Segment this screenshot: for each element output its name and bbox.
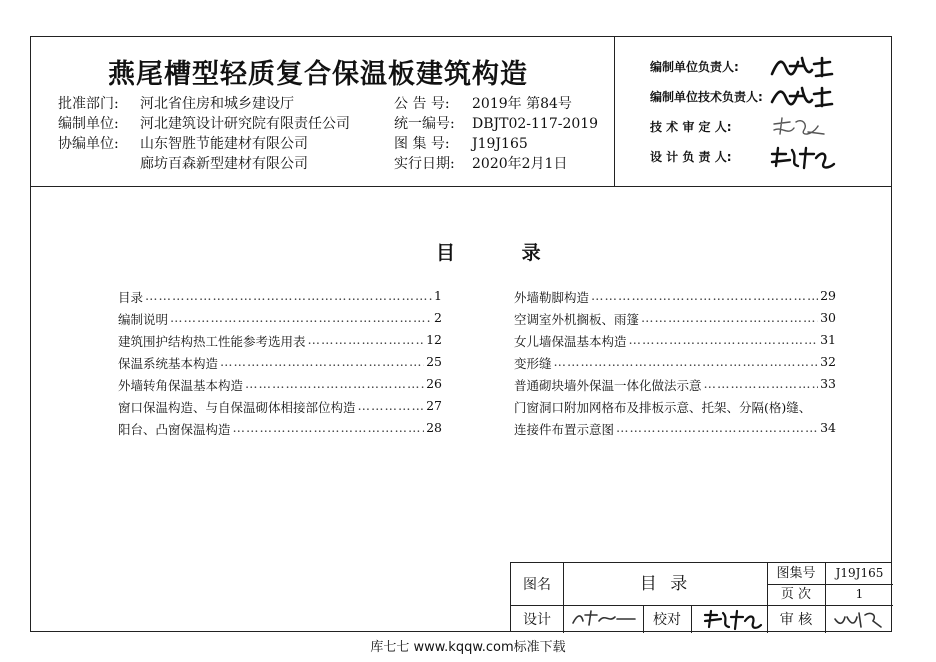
title-block-name-label: 图名 [523, 577, 551, 593]
toc-entry[interactable]: 阳台、凸窗保温构造 ………………………………………………………………………………………………………………………………………… 28 [118, 420, 442, 438]
title-block-design-label: 设计 [523, 612, 551, 628]
toc-entry[interactable]: 门窗洞口附加网格布及排板示意、托架、分隔(格)缝、 [514, 400, 812, 415]
standard-info [394, 94, 598, 174]
title-block-atlas-value: J19J165 [835, 566, 884, 580]
handwritten-signature [768, 54, 838, 82]
atlas-no-label: 图 集 号: [394, 136, 450, 152]
unified-no-label: 统一编号: [394, 116, 455, 132]
handwritten-signature [701, 607, 763, 631]
compiler: 河北建筑设计研究院有限责任公司 [140, 116, 350, 132]
title-block-name: 目 录 [639, 574, 692, 594]
title-block-review-label: 审 核 [779, 612, 813, 628]
title-block-check-label: 校对 [653, 612, 681, 628]
toc-entry[interactable]: 外墙勒脚构造 ………………………………………………………………………………………………………………………………………… 29 [514, 288, 836, 306]
header-divider [30, 186, 892, 187]
signature-label: 编制单位技术负责人: [650, 90, 763, 104]
effective-date-label: 实行日期: [394, 156, 455, 172]
approval-dept: 河北省住房和城乡建设厅 [140, 96, 294, 112]
watermark-footer: 库七七 www.kqqw.com标准下载 [370, 640, 566, 655]
title-block-page-value: 1 [855, 587, 864, 601]
toc-entry[interactable]: 窗口保温构造、与自保温砌体相接部位构造 ………………………………………………………………………………………………………………………………………… 27 [118, 398, 442, 416]
toc-entry[interactable]: 空调室外机搁板、雨篷 ………………………………………………………………………………………………………………………………………… 30 [514, 310, 836, 328]
handwritten-signature [829, 607, 889, 631]
toc-entry[interactable]: 变形缝 ………………………………………………………………………………………………………………………………………… 32 [514, 354, 836, 372]
effective-date: 2020年2月1日 [472, 156, 568, 172]
signature-block [650, 56, 770, 176]
toc-left-column [118, 288, 442, 438]
title-block-page-label: 页 次 [780, 587, 812, 602]
toc-right-column [514, 288, 836, 438]
toc-entry[interactable]: 连接件布置示意图 ………………………………………………………………………………………………………………………………………… 34 [514, 420, 836, 438]
notice-label: 公 告 号: [394, 96, 450, 112]
handwritten-signature [569, 607, 639, 631]
toc-entry[interactable]: 编制说明 ………………………………………………………………………………………………………………………………………… 2 [118, 310, 442, 328]
approval-dept-label: 批准部门: [58, 96, 119, 112]
toc-heading: 目 录 [436, 242, 571, 264]
co-compiler-1: 山东智胜节能建材有限公司 [140, 136, 308, 152]
toc-entry[interactable]: 女儿墙保温基本构造 ………………………………………………………………………………………………………………………………………… 31 [514, 332, 836, 350]
compiler-info [58, 94, 350, 174]
signature-label: 编制单位负责人: [650, 60, 739, 74]
toc-entry[interactable]: 建筑围护结构热工性能参考选用表 ………………………………………………………………………………………………………………………………………… 12 [118, 332, 442, 350]
compiler-label: 编制单位: [58, 116, 119, 132]
signature-label: 设 计 负 责 人: [650, 150, 732, 164]
title-block-atlas-label: 图集号 [776, 566, 816, 581]
toc-entry[interactable]: 普通砌块墙外保温一体化做法示意 ………………………………………………………………………………………………………………………………………… 33 [514, 376, 836, 394]
toc-entry[interactable]: 目录 ………………………………………………………………………………………………………………………………………… 1 [118, 288, 442, 306]
handwritten-signature [768, 84, 838, 112]
co-compiler-label: 协编单位: [58, 136, 119, 152]
header-vertical-divider [614, 36, 615, 187]
notice-no: 2019年 第84号 [472, 96, 572, 112]
toc-entry[interactable]: 保温系统基本构造 ………………………………………………………………………………………………………………………………………… 25 [118, 354, 442, 372]
signature-label: 技 术 审 定 人: [650, 120, 732, 134]
co-compiler-2: 廊坊百森新型建材有限公司 [140, 156, 308, 172]
document-title: 燕尾槽型轻质复合保温板建筑构造 [108, 59, 528, 90]
handwritten-signature [768, 114, 838, 142]
atlas-no: J19J165 [472, 136, 528, 152]
title-block [510, 562, 892, 632]
unified-no: DBJT02-117-2019 [472, 116, 599, 132]
handwritten-signature [768, 144, 838, 172]
toc-entry[interactable]: 外墙转角保温基本构造 ………………………………………………………………………………………………………………………………………… 26 [118, 376, 442, 394]
